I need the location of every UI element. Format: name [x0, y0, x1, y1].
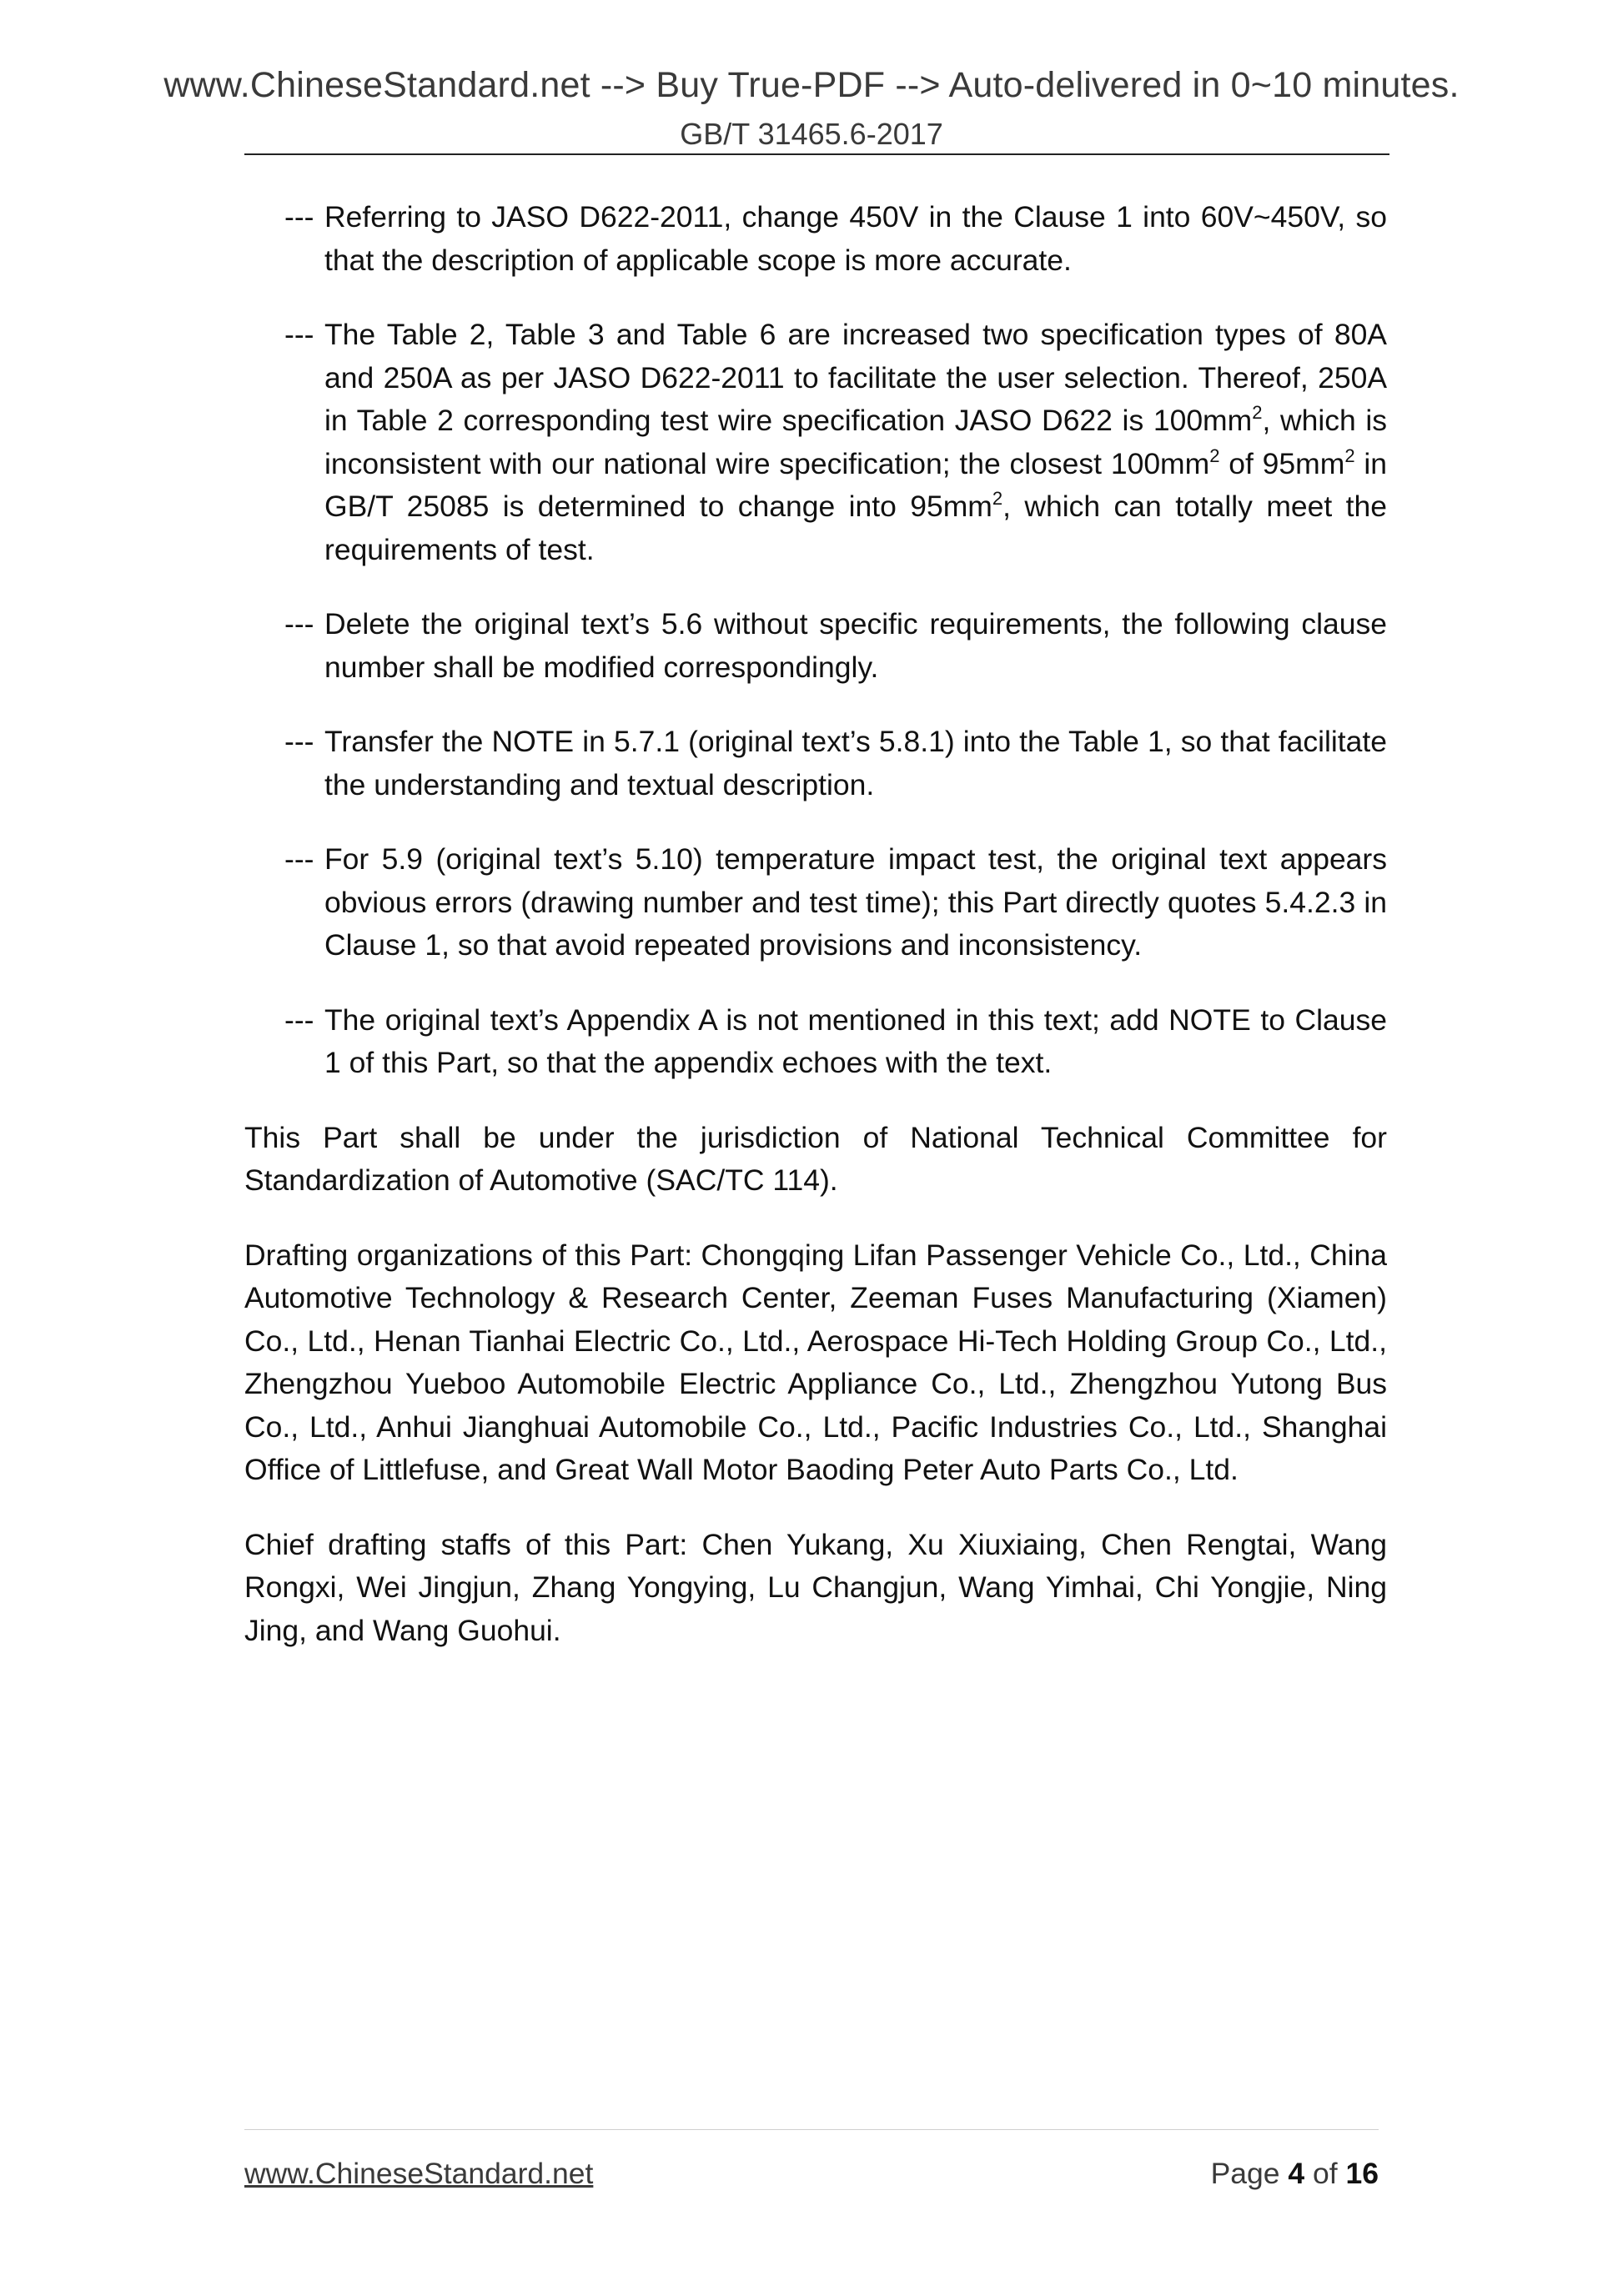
page-of: of: [1313, 2157, 1338, 2190]
drafting-organizations-paragraph: Drafting organizations of this Part: Chongqing Lifan Passenger Vehicle Co., Ltd., China Automotive Technology & Research Center, Zeeman Fuses Manufacturing (Xiamen) Co., Ltd., Henan Tianhai Electric Co., Ltd., Aerospace Hi-Tech Holding Group Co., Ltd., Zhengzhou Yueboo Automobile Electric Appliance Co., Ltd., Zhengzhou Yutong Bus Co., Ltd., Anhui Jianghuai Automobile Co., Ltd., Pacific Industries Co., Ltd., Shanghai Office of Littlefuse, and Great Wall Motor Baoding Peter Auto Parts Co., Ltd.: [244, 1238, 1387, 1486]
list-item: [284, 721, 1387, 806]
header-divider: [244, 153, 1389, 155]
header-banner: www.ChineseStandard.net --> Buy True-PDF --> Auto-delivered in 0~10 minutes.: [163, 65, 1460, 105]
list-item-text: [324, 318, 1387, 566]
list-item: [284, 999, 1387, 1085]
dash-marker: ---: [284, 200, 314, 234]
list-item-text: Delete the original text’s 5.6 without specific requirements, the following clause number shall be modified correspondingly.: [324, 607, 1387, 684]
document-body: [244, 196, 1387, 1684]
list-item-text: The original text’s Appendix A is not mentioned in this text; add NOTE to Clause 1 of this Part, so that the appendix echoes with the text.: [324, 1002, 1387, 1079]
jurisdiction-paragraph: This Part shall be under the jurisdiction of National Technical Committee for Standardization of Automotive (SAC/TC 114).: [244, 1120, 1387, 1197]
text-run: of 95mm: [1219, 446, 1345, 480]
list-item: [284, 196, 1387, 282]
standard-number: GB/T 31465.6-2017: [680, 117, 943, 151]
text-run: The Table 2, Table 3 and Table 6 are increased two specification types of 80A and 250A as per JASO D622-2011 to facilitate the user selection. Thereof, 250A in Table 2 corresponding test wire specification JASO D622 is 100mm: [324, 318, 1387, 437]
list-item: [284, 314, 1387, 571]
superscript: 2: [1209, 445, 1220, 466]
total-pages: 16: [1345, 2157, 1379, 2190]
list-item-text: For 5.9 (original text’s 5.10) temperature impact test, the original text appears obvious errors (drawing number and test time); this Part directly quotes 5.4.2.3 in Clause 1, so that avoid repeated provisions and inconsistency.: [324, 842, 1387, 962]
page-indicator: [1211, 2157, 1379, 2191]
superscript: 2: [1344, 445, 1355, 466]
current-page: 4: [1288, 2157, 1305, 2190]
dash-marker: ---: [284, 607, 314, 641]
list-item: [284, 603, 1387, 689]
list-item: [284, 838, 1387, 967]
list-item-text: Transfer the NOTE in 5.7.1 (original text’s 5.8.1) into the Table 1, so that facilitate the understanding and textual description.: [324, 725, 1387, 801]
text-run: , which can totally meet the requirements of test.: [324, 490, 1388, 566]
page-prefix: Page: [1210, 2157, 1280, 2190]
text-run: , which is inconsistent with our national wire specification; the closest 100mm: [324, 404, 1387, 480]
superscript: 2: [1252, 402, 1263, 423]
dash-marker: ---: [284, 1002, 314, 1037]
dash-marker: ---: [284, 318, 314, 351]
dash-marker: ---: [284, 725, 314, 758]
list-item-text: Referring to JASO D622-2011, change 450V in the Clause 1 into 60V~450V, so that the description of applicable scope is more accurate.: [324, 200, 1387, 277]
text-run: in GB/T 25085 is determined to change into 95mm: [324, 446, 1387, 523]
dash-marker: ---: [284, 842, 314, 876]
footer-site-link[interactable]: www.ChineseStandard.net: [244, 2157, 594, 2190]
superscript: 2: [992, 488, 1003, 509]
footer-divider: [244, 2129, 1379, 2130]
drafting-staff-paragraph: Chief drafting staffs of this Part: Chen Yukang, Xu Xiuxiaing, Chen Rengtai, Wang Rongxi, Wei Jingjun, Zhang Yongying, Lu Changjun, Wang Yimhai, Chi Yongjie, Ning Jing, and Wang Guohui.: [244, 1527, 1387, 1647]
